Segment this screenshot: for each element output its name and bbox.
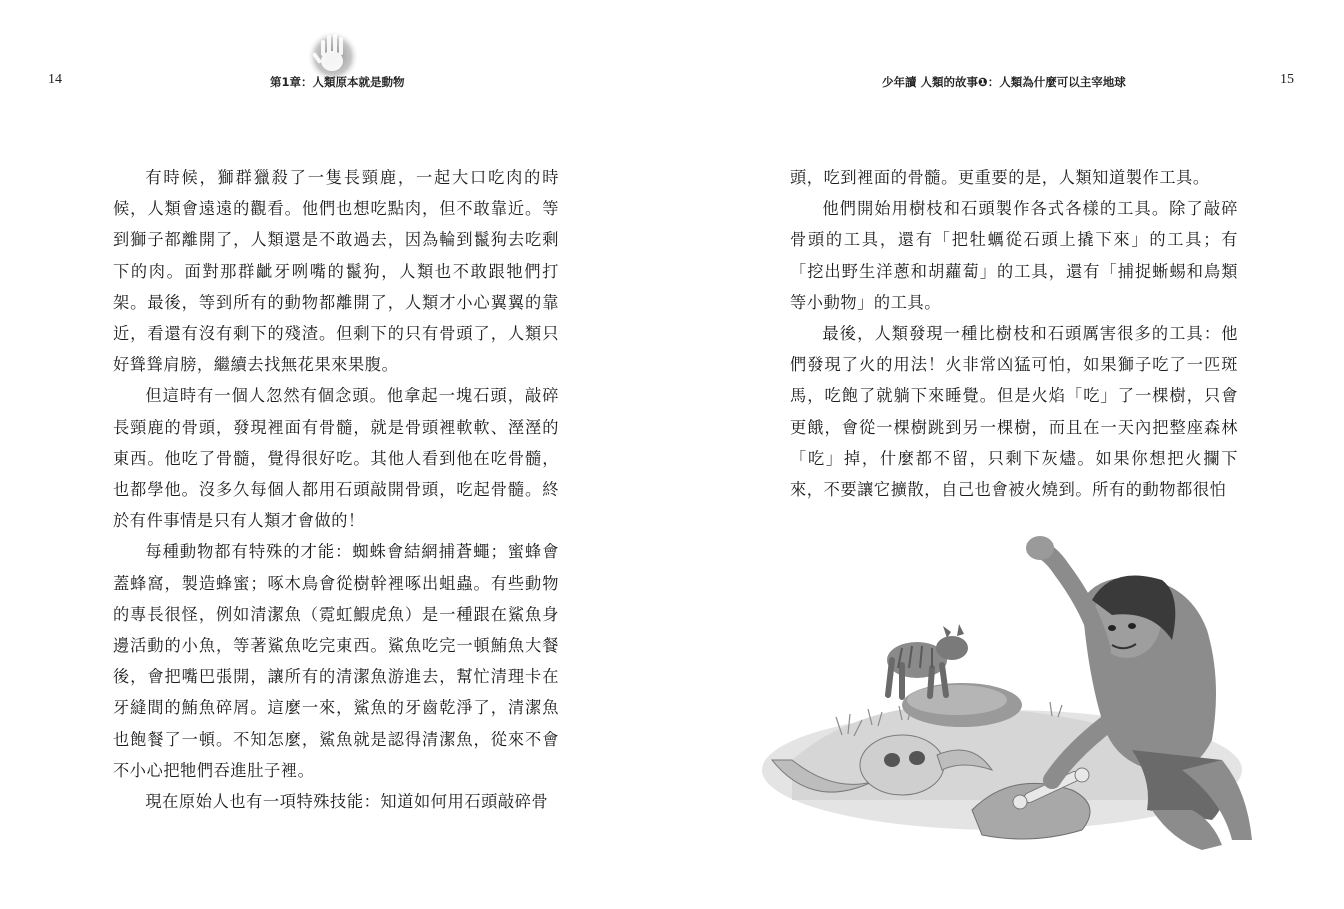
right-body-text (790, 162, 1238, 505)
page-number: 15 (1280, 72, 1294, 87)
page-number: 14 (48, 72, 62, 87)
right-page (672, 0, 1344, 909)
hand-icon (306, 26, 360, 80)
caveman-with-hyena-and-bones-illustration (752, 520, 1272, 860)
running-head: 第1章：人類原本就是動物 (270, 75, 405, 89)
paragraph: 他們開始用樹枝和石頭製作各式各樣的工具。除了敲碎骨頭的工具，還有「把牡蠣從石頭上撬下來」的工具；有「挖出野生洋蔥和胡蘿蔔」的工具，還有「捕捉蜥蜴和鳥類等小動物」的工具。 (790, 199, 1238, 312)
left-body-text (113, 162, 559, 817)
paragraph: 現在原始人也有一項特殊技能：知道如何用石頭敲碎骨 (145, 792, 549, 812)
rock-in-hand (1026, 536, 1054, 560)
running-head: 少年讀 人類的故事❶：人類為什麼可以主宰地球 (882, 75, 1126, 89)
continued-paragraph: 頭，吃到裡面的骨髓。更重要的是，人類知道製作工具。 (790, 168, 1210, 187)
paragraph: 最後，人類發現一種比樹枝和石頭厲害很多的工具：他們發現了火的用法！火非常凶猛可怕，如果獅子吃了一匹斑馬，吃飽了就躺下來睡覺。但是火焰「吃」了一棵樹，只會更餓，會從一棵樹跳到另一棵樹，而且在一天內把整座森林「吃」掉，什麼都不留，只剩下灰燼。如果你想把火攔下來，不要讓它擴散，自己也會被火燒到。所有的動物都很怕 (790, 324, 1238, 500)
paragraph: 但這時有一個人忽然有個念頭。他拿起一塊石頭，敲碎長頸鹿的骨頭，發現裡面有骨髓，就是骨頭裡軟軟、溼溼的東西。他吃了骨髓，覺得很好吃。其他人看到他在吃骨髓，也都學他。沒多久每個人都用石頭敲開骨頭，吃起骨髓。終於有件事情是只有人類才會做的！ (113, 386, 559, 531)
paragraph: 每種動物都有特殊的才能：蜘蛛會結網捕蒼蠅；蜜蜂會蓋蜂窩，製造蜂蜜；啄木鳥會從樹幹裡啄出蛆蟲。有些動物的專長很怪，例如清潔魚（霓虹鰕虎魚）是一種跟在鯊魚身邊活動的小魚，等著鯊魚吃完東西。鯊魚吃完一頓鮪魚大餐後，會把嘴巴張開，讓所有的清潔魚游進去，幫忙清理卡在牙縫間的鮪魚碎屑。這麼一來，鯊魚的牙齒乾淨了，清潔魚也飽餐了一頓。不知怎麼，鯊魚就是認得清潔魚，從來不會不小心把牠們吞進肚子裡。 (113, 542, 559, 780)
paragraph: 有時候，獅群獵殺了一隻長頸鹿，一起大口吃肉的時候，人類會遠遠的觀看。他們也想吃點肉，但不敢靠近。等到獅子都離開了，人類還是不敢過去，因為輪到鬣狗去吃剩下的肉。面對那群齜牙咧嘴的鬣狗，人類也不敢跟牠們打架。最後，等到所有的動物都離開了，人類才小心翼翼的靠近，看還有沒有剩下的殘渣。但剩下的只有骨頭了，人類只好聳聳肩膀，繼續去找無花果來果腹。 (113, 168, 559, 375)
